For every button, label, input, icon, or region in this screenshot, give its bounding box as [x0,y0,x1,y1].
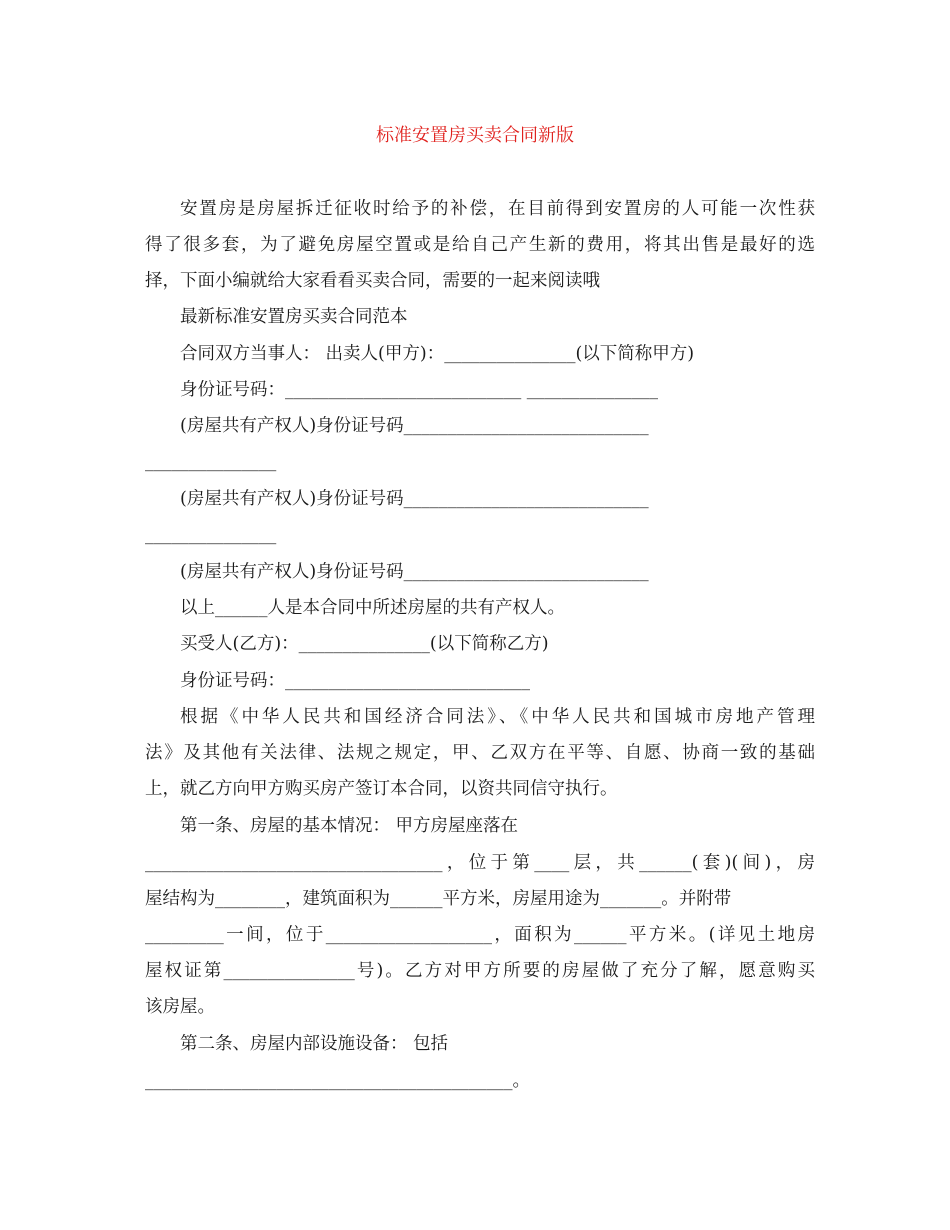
article-2-heading: 第二条、房屋内部设施设备： 包括 [180,1034,449,1054]
article-1-heading: 第一条、房屋的基本情况： 甲方房屋座落在 [180,816,519,836]
co-owner-id-line-2: (房屋共有产权人)身份证号码____________________________ [180,489,649,509]
basis-line-2: 法》及其他有关法律、法规之规定，甲、乙双方在平等、自愿、协商一致的基础 [145,743,815,763]
intro-line-1: 安置房是房屋拆迁征收时给予的补偿，在目前得到安置房的人可能一次性获 [180,199,815,219]
template-heading: 最新标准安置房买卖合同范本 [180,307,408,327]
seller-line: 合同双方当事人： 出卖人(甲方)：_______________(以下简称甲方) [180,344,695,364]
article-1-line-3: _________一间，位于___________________，面积为______平方米。(详见土地房 [145,925,815,945]
co-owner-count-line: 以上______人是本合同中所述房屋的共有产权人。 [180,598,565,618]
article-1-line-5: 该房屋。 [145,997,215,1017]
co-owner-id-line-3: (房屋共有产权人)身份证号码____________________________ [180,562,649,582]
co-owner-id-continuation-1: _______________ [145,452,277,472]
co-owner-id-line-1: (房屋共有产权人)身份证号码____________________________ [180,416,649,436]
seller-id-line: 身份证号码：___________________________ _______________ [180,380,659,400]
article-1-line-4: 屋权证第_______________号)。乙方对甲方所要的房屋做了充分了解，愿意购买 [145,961,815,981]
article-1-line-1: __________________________________，位于第____层，共______(套)(间)，房 [145,853,815,873]
document-title: 标准安置房买卖合同新版 [376,125,574,146]
intro-line-2: 得了很多套，为了避免房屋空置或是给自己产生新的费用，将其出售是最好的选 [145,235,815,255]
buyer-id-line: 身份证号码：____________________________ [180,671,530,691]
buyer-line: 买受人(乙方)：_______________(以下简称乙方) [180,634,549,654]
co-owner-id-continuation-2: _______________ [145,525,277,545]
intro-line-3: 择，下面小编就给大家看看买卖合同，需要的一起来阅读哦 [145,271,600,291]
article-2-line-1: __________________________________________。 [145,1071,530,1091]
article-1-line-2: 屋结构为________，建筑面积为______平方米，房屋用途为_______。并附带 [145,889,732,909]
basis-line-1: 根据《中华人民共和国经济合同法》、《中华人民共和国城市房地产管理 [180,707,815,727]
basis-line-3: 上，就乙方向甲方购买房产签订本合同，以资共同信守执行。 [145,779,618,799]
